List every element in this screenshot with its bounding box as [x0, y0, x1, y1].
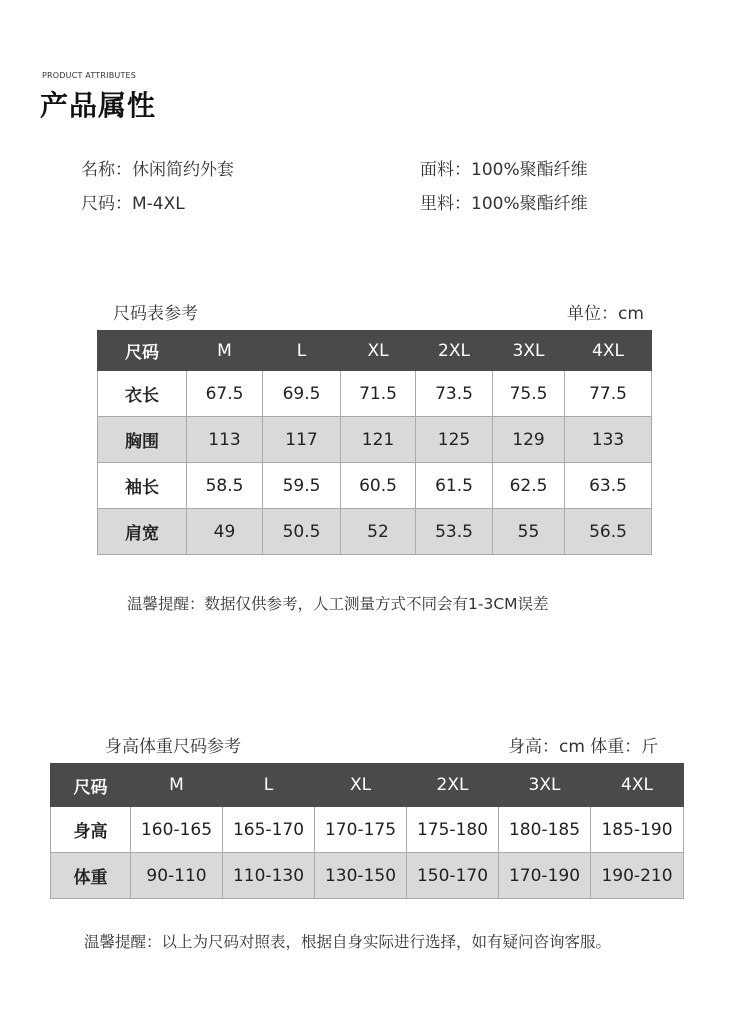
- table-cell: 117: [263, 417, 341, 463]
- table-row: [51, 807, 684, 853]
- row-header-cell: 身高: [51, 807, 131, 853]
- table-row: [98, 509, 652, 555]
- table-cell: 56.5: [565, 509, 652, 555]
- table-cell: 49: [187, 509, 263, 555]
- table-cell: 130-150: [315, 853, 407, 899]
- height-weight-caption: 身高体重尺码参考: [105, 737, 241, 757]
- table-cell: 180-185: [499, 807, 591, 853]
- table-cell: 61.5: [416, 463, 493, 509]
- table-cell: 90-110: [131, 853, 223, 899]
- page-title: 产品属性: [40, 89, 157, 122]
- table-cell: 63.5: [565, 463, 652, 509]
- size-chart-unit: 单位：cm: [567, 304, 644, 324]
- attr-size: 尺码：M-4XL: [81, 194, 185, 214]
- header-cell: 2XL: [407, 764, 499, 807]
- table-cell: 50.5: [263, 509, 341, 555]
- table-cell: 175-180: [407, 807, 499, 853]
- table-cell: 53.5: [416, 509, 493, 555]
- attr-name: 名称：休闲简约外套: [81, 160, 234, 180]
- table-cell: 113: [187, 417, 263, 463]
- table-row: [98, 417, 652, 463]
- header-cell: M: [187, 331, 263, 371]
- row-header-cell: 肩宽: [98, 509, 187, 555]
- table-row: [98, 371, 652, 417]
- table-cell: 55: [493, 509, 565, 555]
- table-header-row: [51, 764, 684, 807]
- section-subtitle: PRODUCT ATTRIBUTES: [42, 71, 137, 80]
- table-cell: 170-175: [315, 807, 407, 853]
- size-chart-caption: 尺码表参考: [113, 304, 198, 324]
- table-cell: 160-165: [131, 807, 223, 853]
- table-cell: 110-130: [223, 853, 315, 899]
- row-header-cell: 袖长: [98, 463, 187, 509]
- table-cell: 58.5: [187, 463, 263, 509]
- table-cell: 67.5: [187, 371, 263, 417]
- header-cell: 尺码: [98, 331, 187, 371]
- row-header-cell: 体重: [51, 853, 131, 899]
- header-cell: XL: [315, 764, 407, 807]
- row-header-cell: 衣长: [98, 371, 187, 417]
- table-cell: 170-190: [499, 853, 591, 899]
- header-cell: 3XL: [499, 764, 591, 807]
- table-cell: 165-170: [223, 807, 315, 853]
- table-cell: 125: [416, 417, 493, 463]
- header-cell: 3XL: [493, 331, 565, 371]
- header-cell: 4XL: [565, 331, 652, 371]
- table-cell: 75.5: [493, 371, 565, 417]
- table-cell: 73.5: [416, 371, 493, 417]
- header-cell: 尺码: [51, 764, 131, 807]
- table-cell: 52: [341, 509, 416, 555]
- header-cell: L: [223, 764, 315, 807]
- table-cell: 69.5: [263, 371, 341, 417]
- header-cell: XL: [341, 331, 416, 371]
- table-cell: 150-170: [407, 853, 499, 899]
- height-weight-note: 温馨提醒：以上为尺码对照表，根据自身实际进行选择，如有疑问咨询客服。: [84, 933, 612, 951]
- size-chart-note: 温馨提醒：数据仅供参考，人工测量方式不同会有1-3CM误差: [127, 595, 549, 613]
- row-header-cell: 胸围: [98, 417, 187, 463]
- height-weight-unit: 身高：cm 体重：斤: [508, 737, 659, 757]
- table-row: [98, 463, 652, 509]
- table-cell: 62.5: [493, 463, 565, 509]
- header-cell: L: [263, 331, 341, 371]
- table-cell: 133: [565, 417, 652, 463]
- table-cell: 190-210: [591, 853, 684, 899]
- table-cell: 185-190: [591, 807, 684, 853]
- header-cell: 2XL: [416, 331, 493, 371]
- table-cell: 77.5: [565, 371, 652, 417]
- size-chart-table: [97, 330, 652, 555]
- table-cell: 71.5: [341, 371, 416, 417]
- table-cell: 129: [493, 417, 565, 463]
- header-cell: 4XL: [591, 764, 684, 807]
- table-cell: 59.5: [263, 463, 341, 509]
- attr-lining: 里料：100%聚酯纤维: [420, 194, 588, 214]
- height-weight-table: [50, 763, 684, 899]
- header-cell: M: [131, 764, 223, 807]
- table-row: [51, 853, 684, 899]
- table-header-row: [98, 331, 652, 371]
- table-cell: 60.5: [341, 463, 416, 509]
- attr-fabric: 面料：100%聚酯纤维: [420, 160, 588, 180]
- table-cell: 121: [341, 417, 416, 463]
